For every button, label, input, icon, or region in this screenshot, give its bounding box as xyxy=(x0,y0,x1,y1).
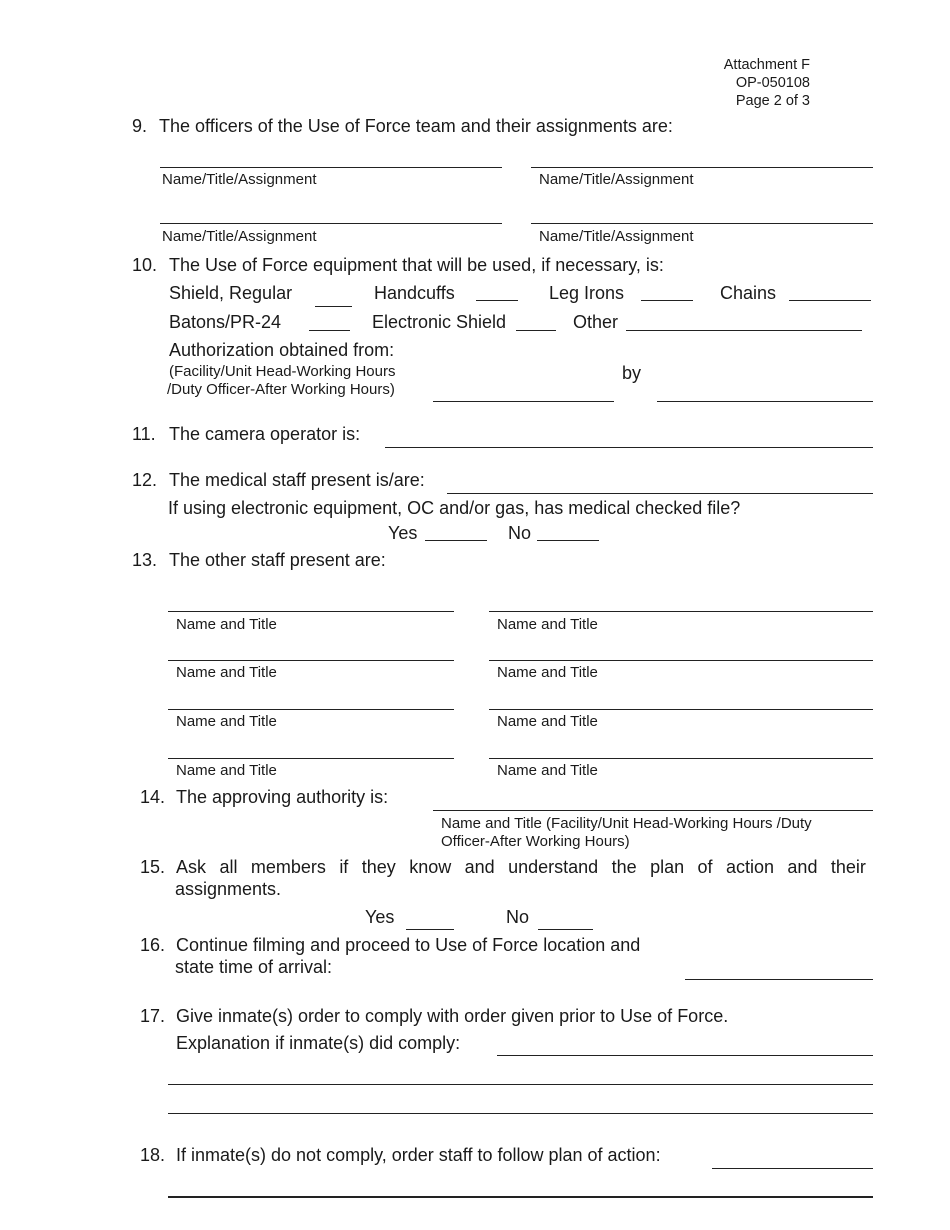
staff-6-label: Name and Title xyxy=(497,713,598,730)
document-code: OP-050108 xyxy=(735,75,810,91)
arrival-time-field[interactable] xyxy=(685,979,873,980)
batons-label: Batons/PR-24 xyxy=(169,312,282,332)
officer-3-label: Name/Title/Assignment xyxy=(162,228,317,245)
item-15-word: plan xyxy=(650,857,685,877)
staff-2-label: Name and Title xyxy=(497,616,598,633)
item-15-word: all xyxy=(219,857,238,877)
authorization-from-field[interactable] xyxy=(433,401,614,402)
item-17-number: 17. xyxy=(140,1006,166,1026)
leg-irons-blank[interactable] xyxy=(641,300,693,301)
plan-action-field-1[interactable] xyxy=(712,1168,873,1169)
authorization-label: Authorization obtained from: xyxy=(169,340,395,360)
staff-4-field[interactable] xyxy=(489,660,873,661)
medical-yes-label: Yes xyxy=(388,523,418,543)
staff-8-label: Name and Title xyxy=(497,762,598,779)
officer-3-field[interactable] xyxy=(160,223,502,224)
item-14-text: The approving authority is: xyxy=(176,787,389,807)
item-12-number: 12. xyxy=(132,470,158,490)
item-18-number: 18. xyxy=(140,1145,166,1165)
explanation-field-2[interactable] xyxy=(168,1084,873,1085)
item-15-word: and xyxy=(787,857,818,877)
chains-blank[interactable] xyxy=(789,300,871,301)
chains-label: Chains xyxy=(720,283,777,303)
authorization-sub-2: /Duty Officer-After Working Hours) xyxy=(167,381,395,398)
item-17-explanation-label: Explanation if inmate(s) did comply: xyxy=(176,1033,461,1053)
item-16-number: 16. xyxy=(140,935,166,955)
staff-7-label: Name and Title xyxy=(176,762,277,779)
document-header xyxy=(724,56,810,110)
item-9-text: The officers of the Use of Force team and their assignments are: xyxy=(159,116,673,136)
staff-1-label: Name and Title xyxy=(176,616,277,633)
staff-8-field[interactable] xyxy=(489,758,873,759)
understand-no-blank[interactable] xyxy=(538,929,593,930)
item-15-word: action xyxy=(725,857,774,877)
explanation-field-1[interactable] xyxy=(497,1055,873,1056)
handcuffs-blank[interactable] xyxy=(476,300,518,301)
item-15-word: of xyxy=(697,857,713,877)
officer-1-label: Name/Title/Assignment xyxy=(162,171,317,188)
item-15-word: members xyxy=(250,857,326,877)
medical-question: If using electronic equipment, OC and/or gas, has medical checked file? xyxy=(168,498,741,518)
staff-3-field[interactable] xyxy=(168,660,454,661)
item-12-text: The medical staff present is/are: xyxy=(169,470,425,490)
batons-blank[interactable] xyxy=(309,330,350,331)
officer-2-label: Name/Title/Assignment xyxy=(539,171,694,188)
item-15-word: and xyxy=(464,857,495,877)
shield-regular-label: Shield, Regular xyxy=(169,283,293,303)
camera-operator-field[interactable] xyxy=(385,447,873,448)
item-15-number: 15. xyxy=(140,857,166,877)
shield-regular-blank[interactable] xyxy=(315,306,352,307)
item-16-line-1: Continue filming and proceed to Use of Force location and xyxy=(176,935,641,955)
staff-7-field[interactable] xyxy=(168,758,454,759)
other-blank[interactable] xyxy=(626,330,862,331)
officer-4-field[interactable] xyxy=(531,223,873,224)
item-9-number: 9. xyxy=(132,116,148,136)
electronic-shield-label: Electronic Shield xyxy=(372,312,507,332)
item-15-word: their xyxy=(830,857,866,877)
item-10-text: The Use of Force equipment that will be used, if necessary, is: xyxy=(169,255,664,275)
authorization-sub-1: (Facility/Unit Head-Working Hours xyxy=(169,363,396,380)
staff-4-label: Name and Title xyxy=(497,664,598,681)
handcuffs-label: Handcuffs xyxy=(374,283,455,303)
approving-authority-sub-2: Officer-After Working Hours) xyxy=(441,833,630,850)
item-16-line-2: state time of arrival: xyxy=(175,957,333,977)
staff-6-field[interactable] xyxy=(489,709,873,710)
item-15-line-2: assignments. xyxy=(175,879,282,899)
attachment-label: Attachment F xyxy=(723,57,810,73)
item-15-word: if xyxy=(339,857,349,877)
electronic-shield-blank[interactable] xyxy=(516,330,556,331)
item-15-word: understand xyxy=(508,857,599,877)
medical-yes-blank[interactable] xyxy=(425,540,487,541)
officer-1-field[interactable] xyxy=(160,167,502,168)
leg-irons-label: Leg Irons xyxy=(549,283,625,303)
medical-staff-field[interactable] xyxy=(447,493,873,494)
item-18-text: If inmate(s) do not comply, order staff to follow plan of action: xyxy=(176,1145,661,1165)
understand-yes-label: Yes xyxy=(365,907,395,927)
item-17-text: Give inmate(s) order to comply with order given prior to Use of Force. xyxy=(176,1006,729,1026)
item-15-word: they xyxy=(361,857,396,877)
approving-authority-sub-1: Name and Title (Facility/Unit Head-Working Hours /Duty xyxy=(441,815,812,832)
item-14-number: 14. xyxy=(140,787,166,807)
staff-2-field[interactable] xyxy=(489,611,873,612)
page-number: Page 2 of 3 xyxy=(735,93,810,109)
item-11-number: 11. xyxy=(132,424,156,444)
item-11-text: The camera operator is: xyxy=(169,424,361,444)
understand-no-label: No xyxy=(506,907,530,927)
medical-no-blank[interactable] xyxy=(537,540,599,541)
officer-4-label: Name/Title/Assignment xyxy=(539,228,694,245)
staff-5-label: Name and Title xyxy=(176,713,277,730)
staff-3-label: Name and Title xyxy=(176,664,277,681)
item-15-word: know xyxy=(409,857,452,877)
item-15-word: Ask xyxy=(176,857,207,877)
item-15-word: the xyxy=(611,857,637,877)
plan-action-field-2[interactable] xyxy=(168,1196,873,1198)
authorization-by-label: by xyxy=(622,363,642,383)
staff-5-field[interactable] xyxy=(168,709,454,710)
item-10-number: 10. xyxy=(132,255,158,275)
explanation-field-3[interactable] xyxy=(168,1113,873,1114)
officer-2-field[interactable] xyxy=(531,167,873,168)
understand-yes-blank[interactable] xyxy=(406,929,454,930)
item-13-text: The other staff present are: xyxy=(169,550,386,570)
medical-no-label: No xyxy=(508,523,532,543)
authorization-by-field[interactable] xyxy=(657,401,873,402)
approving-authority-field[interactable] xyxy=(433,810,873,811)
item-15-line-1 xyxy=(176,857,866,878)
other-label: Other xyxy=(573,312,619,332)
staff-1-field[interactable] xyxy=(168,611,454,612)
item-13-number: 13. xyxy=(132,550,158,570)
